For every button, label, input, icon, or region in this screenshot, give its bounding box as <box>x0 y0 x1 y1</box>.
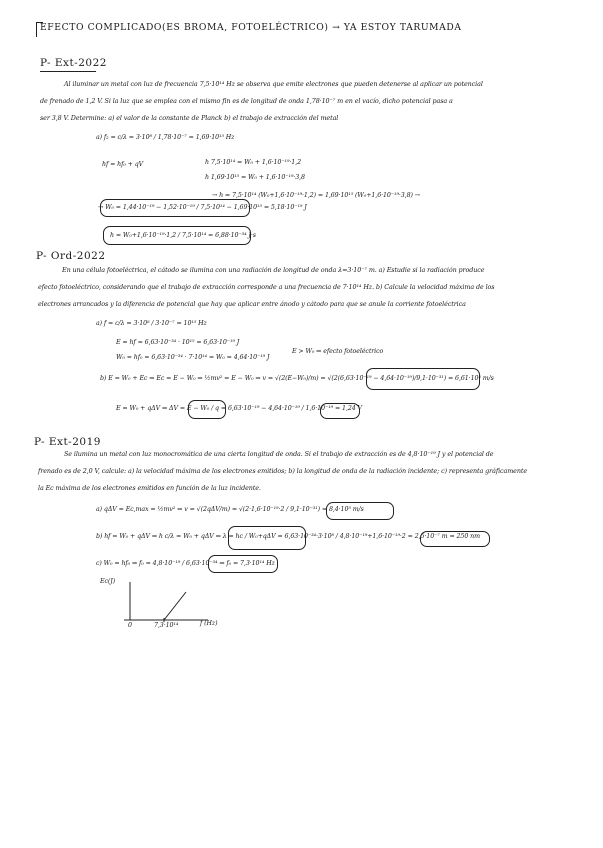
problem-2-statement-line-1: En una célula fotoeléctrica, el cátodo se ilumina con una radiación de longitud de onda λ=3·10⁻⁷ m. a) Estudie si la radiación produce <box>62 266 485 274</box>
problem-1-statement-line-3: ser 3,8 V. Determine: a) el valor de la constante de Planck b) el trabajo de extracción del metal <box>40 114 339 122</box>
problem-3-statement-line-2: frenado es de 2,0 V, calcule: a) la velocidad máxima de los electrones emitidos; b) la longitud de onda de la radiación incidente; c) representa gráficamente <box>38 467 528 475</box>
problem-1-work-frequency: a) f₂ = c/λ = 3·10⁸ / 1,78·10⁻⁷ = 1,69·10¹⁵ Hz <box>96 134 235 141</box>
problem-1-h-result-box <box>103 226 251 245</box>
problem-3-wavelength-box <box>228 526 306 550</box>
problem-3-velocity-box <box>326 502 394 520</box>
problem-2-result-box <box>320 403 360 419</box>
problem-2-work-frequency: a) f = c/λ = 3·10⁸ / 3·10⁻⁷ = 10¹⁵ Hz <box>96 320 207 327</box>
graph-y-axis-label: Ec(J) <box>100 578 116 585</box>
problem-2-header: P- Ord-2022 <box>36 250 106 262</box>
graph-line <box>164 592 186 620</box>
problem-1-work-h: h = W₀+1,6·10⁻¹⁹·1,2 / 7,5·10¹⁴ = 6,88·10⁻³⁴ J·s <box>110 232 256 239</box>
problem-3-wavelength-result-box <box>420 531 490 547</box>
problem-3-header: P- Ext-2019 <box>34 436 101 448</box>
problem-3-statement-line-3: la Ec máxima de los electrones emitidos en función de la luz incidente. <box>38 484 261 492</box>
problem-2-velocity-box <box>366 368 480 390</box>
problem-1-statement-line-2: de frenado de 1,2 V. Si la luz que se emplea con el mismo fin es de longitud de onda 1,78·10⁻⁷ m en el vacío, dicho potencial pasa a <box>40 97 453 105</box>
problem-3-threshold-box <box>208 555 278 573</box>
problem-3-statement-line-1: Se ilumina un metal con luz monocromática de una cierta longitud de onda. Si el trabajo de extracción es de 4,8·10⁻¹⁹ J y el potencial de <box>64 450 494 458</box>
problem-1-work-w0: → W₀ = 1,44·10⁻¹⁹ − 1,52·10⁻¹⁹ / 7,5·10¹⁴ − 1,69·10¹⁵ = 5,18·10⁻¹⁹ J <box>98 204 307 211</box>
problem-2-work-energy: E = hf = 6,63·10⁻³⁴ · 10¹⁵ = 6,63·10⁻¹⁹ J <box>116 339 240 346</box>
problem-3-work-threshold: c) W₀ = hf₀ ⇒ f₀ = 4,8·10⁻¹⁹ / 6,63·10⁻³⁴ ⇒ f₀ = 7,3·10¹⁴ Hz <box>96 560 275 567</box>
problem-2-work-potential: E = W₀ + qΔV ⇒ ΔV = E − W₀ / q = 6,63·10⁻¹⁹ − 4,64·10⁻¹⁹ / 1,6·10⁻¹⁹ = 1,24 V <box>116 405 363 412</box>
problem-2-work-velocity: b) E = W₀ + Ec ⇒ Ec = E − W₀ ⇒ ½mv² = E − W₀ ⇒ v = √(2(E−W₀)/m) = √(2(6,63·10⁻¹⁹ − 4,64·10⁻¹⁹)/9,1·10⁻³¹) = 6,61·10⁵ m/s <box>100 375 494 382</box>
problem-2-statement-line-3: electrones arrancados y la diferencia de potencial que hay que aplicar entre ánodo y cátodo para que se anule la corriente fotoeléctrica <box>38 300 466 308</box>
page-title: EFECTO COMPLICADO(ES BROMA, FOTOELÉCTRICO) → YA ESTOY TARUMADA <box>40 22 462 33</box>
problem-2-statement-line-2: efecto fotoeléctrico, considerando que el trabajo de extracción corresponde a una frecuencia de 7·10¹⁴ Hz. b) Calcule la velocidad máxima de los <box>38 283 495 291</box>
graph-threshold-label: 7,3·10¹⁴ <box>154 622 179 629</box>
problem-1-work-solve: → h = 7,5·10¹⁴ (W₀+1,6·10⁻¹⁹·1,2) = 1,69·10¹⁵ (W₀+1,6·10⁻¹⁹·3,8) → <box>212 192 420 199</box>
problem-3-work-wavelength: b) hf = W₀ + qΔV ⇒ h c/λ = W₀ + qΔV ⇒ λ = hc / W₀+qΔV = 6,63·10⁻³⁴·3·10⁸ / 4,8·10⁻¹⁹+1,6·10⁻¹⁹·2 = 2,5·10⁻⁷ m = 250 nm <box>96 533 480 540</box>
graph-x-axis-label: f (Hz) <box>200 620 218 627</box>
problem-2-work-w0: W₀ = hf₀ = 6,63·10⁻³⁴ · 7·10¹⁴ = W₀ = 4,64·10⁻¹⁹ J <box>116 354 270 361</box>
kinetic-energy-graph <box>120 578 210 628</box>
problem-1-work-equation: hf = hf₀ + qV <box>102 161 144 168</box>
graph-origin-label: 0 <box>128 622 132 629</box>
problem-2-work-conclusion: E > W₀ ⇒ efecto fotoeléctrico <box>292 348 384 355</box>
problem-1-w0-result-box <box>100 199 250 217</box>
problem-3-work-velocity: a) qΔV = Ec,max = ½mv² ⇒ v = √(2qΔV/m) = √(2·1,6·10⁻¹⁹·2 / 9,1·10⁻³¹) = 8,4·10⁵ m/s <box>96 506 364 513</box>
problem-1-header-underline <box>40 71 96 72</box>
problem-1-header: P- Ext-2022 <box>40 57 107 69</box>
problem-1-work-system-2: h 1,69·10¹⁵ = W₀ + 1,6·10⁻¹⁹·3,8 <box>205 174 305 181</box>
problem-1-statement-line-1: Al iluminar un metal con luz de frecuencia 7,5·10¹⁴ Hz se observa que emite electrones que pueden detenerse al aplicar un potencial <box>64 80 483 88</box>
problem-1-work-system-1: h 7,5·10¹⁴ = W₀ + 1,6·10⁻¹⁹·1,2 <box>205 159 302 166</box>
problem-2-potential-box <box>188 400 226 419</box>
